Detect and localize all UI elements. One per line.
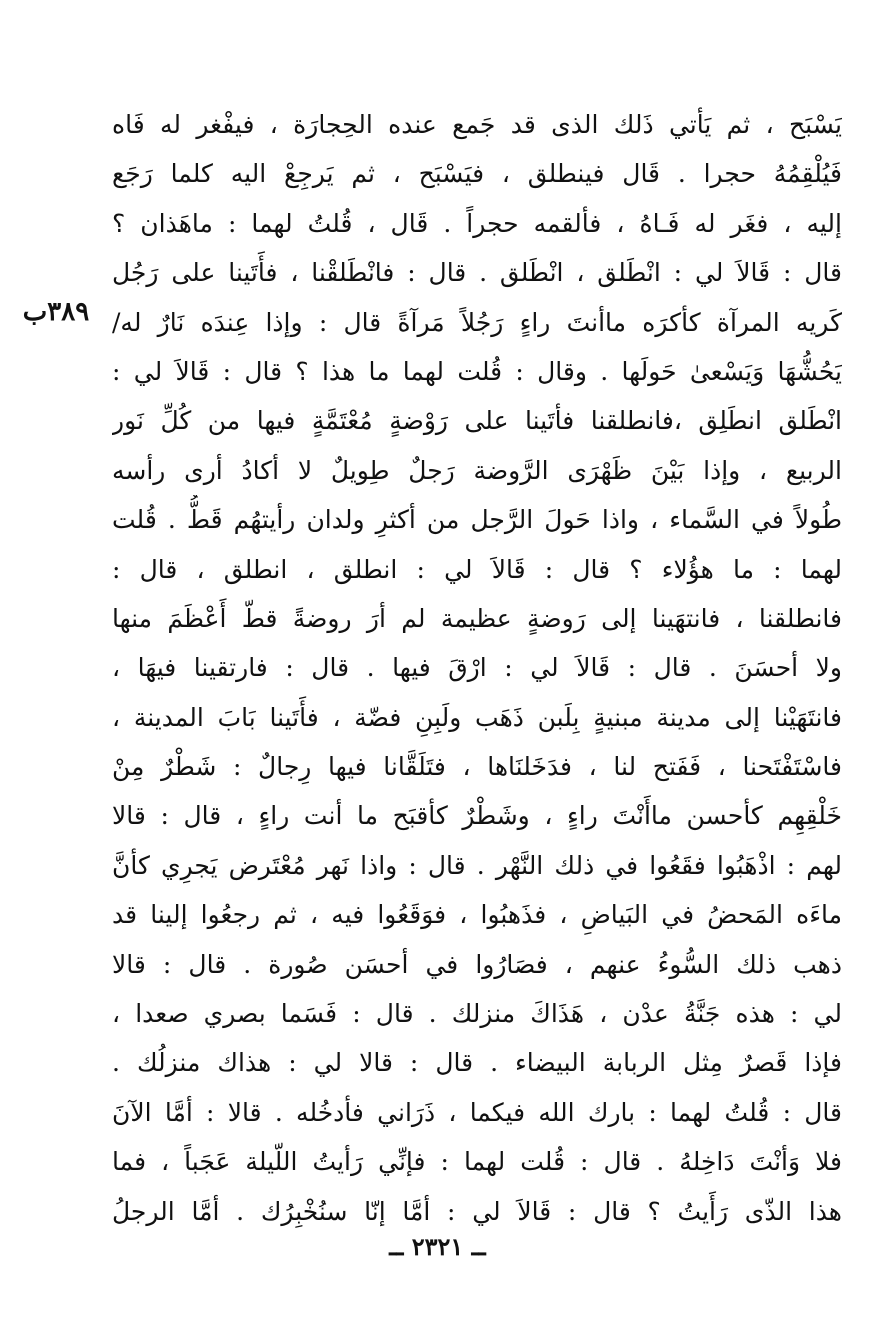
text-line: لي : هذه جَنَّةُ عدْن ، هَذَاكَ منزلك . قال : فَسَما بصري صعدا ، <box>112 999 842 1029</box>
text-line: كَريه المرآة كأكرَه ماأنتَ راءٍ رَجُلاً مَرآةً قال : وإذا عِندَه نَارٌ له/ <box>112 307 842 337</box>
text-line: قال : قَالاَ لي : انْطَلق ، انْطَلق . قال : فانْطَلقْنا ، فأَتَينا على رَجُل <box>112 258 842 288</box>
text-line: فانطلقنا ، فانتهَينا إلى رَوضةٍ عظيمة لم أرَ روضةً قطّ أَعْظَمَ منها <box>112 603 842 633</box>
text-line: لهم : اذْهَبُوا فقَعُوا في ذلك النَّهْر . قال : واذا نَهر مُعْتَرض يَجرِي كأنَّ <box>112 850 842 880</box>
text-line: قال : قُلتُ لهما : بارك الله فيكما ، ذَرَاني فأدخُله . قالا : أمَّا الآنَ <box>112 1097 842 1127</box>
text-line: يَسْبَح ، ثم يَأتي ذَلك الذى قد جَمع عنده الحِجارَة ، فيفْغر له فَاه <box>112 110 842 139</box>
text-line: فَيُلْقِمُهُ حجرا . قَال فينطلق ، فيَسْبَح ، ثم يَرجِعْ اليه كلما رَجَع <box>112 159 842 189</box>
text-line: فانتَهَيْنا إلى مدينة مبنيةٍ بِلَبن ذَهَب ولَبِنِ فضّة ، فأَتَينا بَابَ المدينة ، <box>112 702 842 732</box>
page-number: ــ ٢٣٢١ ــ <box>389 1232 486 1261</box>
text-line: ولا أحسَنَ . قال : قَالاَ لي : ارْقَ فيها . قال : فارتقينا فيهَا ، <box>112 653 842 683</box>
text-line: الربيع ، وإذا بَيْنَ ظَهْرَى الرَّوضة رَجلٌ طِويلٌ لا أكادُ أرى رأسه <box>112 455 842 485</box>
text-line: إليه ، فغَر له فَـاهُ ، فألقمه حجراً . قَال ، قُلتُ لهما : ماهَذان ؟ <box>112 208 842 238</box>
text-line: هذا الذّى رَأَيتُ ؟ قال : قَالاَ لي : أمَّا إنّا سنُخْبِرُك . أمَّا الرجلُ <box>112 1196 842 1226</box>
text-line: فاسْتَفْتَحنا ، فَفَتح لنا ، فدَخَلنَاها ، فتَلَقَّانا فيها رِجالٌ : شَطْرٌ مِنْ <box>112 752 842 782</box>
text-line: يَحُشُّهَا وَيَسْعىٰ حَولَها . وقال : قُلت لهما ما هذا ؟ قال : قَالاَ لي : <box>112 356 842 386</box>
text-line: ماءَه المَحضُ في البَياضِ ، فذَهبُوا ، فوَقَعُوا فيه ، ثم رجعُوا إلينا قد <box>112 900 842 930</box>
main-text-block <box>112 100 842 1236</box>
text-line: فإذا قَصرٌ مِثل الربابة البيضاء . قال : قالا لي : هذاك منزلُك . <box>112 1048 842 1078</box>
folio-margin-note: ٣٨٩ب <box>22 297 90 327</box>
text-line: ذهب ذلك السُّوءُ عنهم ، فصَارُوا في أحسَن صُورة . قال : قالا <box>112 949 842 979</box>
text-line: خَلْقِهِم كأحسن ماأَنْتَ راءٍ ، وشَطْرٌ كأقبَح ما أنت راءٍ ، قال : قالا <box>112 801 842 831</box>
text-line: طُولاً في السَّماء ، واذا حَولَ الرَّجل من أكثرِ ولدان رأيتهُم قَطُّ . قُلت <box>112 505 842 535</box>
text-line: فلا وَأنْتَ دَاخِلهُ . قال : قُلت لهما : فإنِّي رَأيتُ اللّيلة عَجَباً ، فما <box>112 1147 842 1177</box>
text-line: انْطَلق انطَلِق ،فانطلقنا فأتَينا على رَوْضةٍ مُعْتَمَّةٍ فيها من كُلِّ نَور <box>112 406 842 436</box>
text-line: لهما : ما هؤُلاء ؟ قال : قَالاَ لي : انطلق ، انطلق ، قال : <box>112 554 842 584</box>
